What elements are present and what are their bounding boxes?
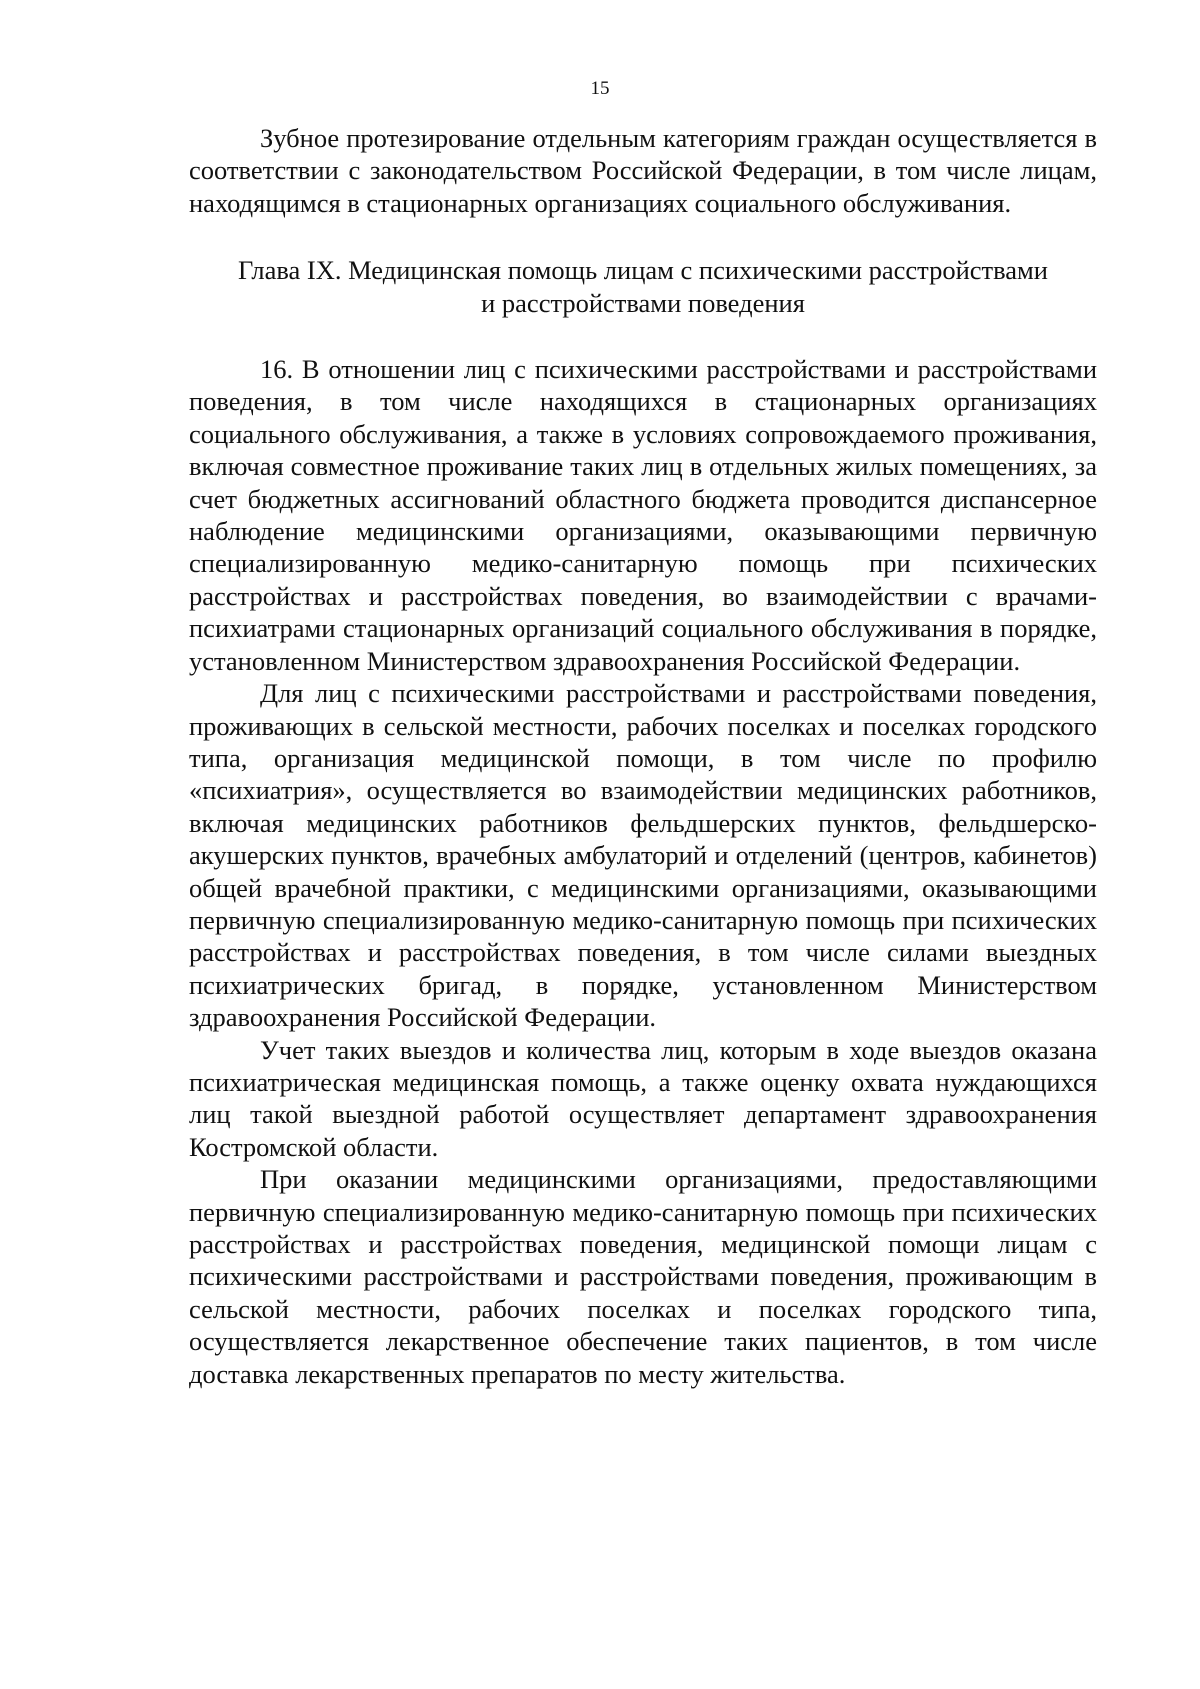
paragraph-rural-care: Для лиц с психическими расстройствами и расстройствами поведения, проживающих в сельской местности, рабочих поселках и поселках городского типа, организация медицинской помощи, в том числе по профилю «психиатрия», осуществляется во взаимодействии медицинских работников, включая медицинских работников фельдшерских пунктов, фельдшерско-акушерских пунктов, врачебных амбулаторий и отделений (центров, кабинетов) общей врачебной практики, с медицинскими организациями, оказывающими первичную специализированную медико-санитарную помощь при психических расстройствах и расстройствах поведения, в том числе силами выездных психиатрических бригад, в порядке, установленном Министерством здравоохранения Российской Федерации. — [189, 678, 1097, 1033]
chapter-heading-line-1: Глава IX. Медицинская помощь лицам с психическими расстройствами — [238, 255, 1048, 286]
document-body — [189, 122, 1097, 1390]
paragraph-dental-prosthetics: Зубное протезирование отдельным категориям граждан осуществляется в соответствии с законодательством Российской Федерации, в том числе лицам, находящимся в стационарных организациях социального обслуживания. — [189, 123, 1097, 218]
paragraph-item-16: 16. В отношении лиц с психическими расстройствами и расстройствами поведения, в том числе находящихся в стационарных организациях социального обслуживания, а также в условиях сопровождаемого проживания, включая совместное проживание таких лиц в отдельных жилых помещениях, за счет бюджетных ассигнований областного бюджета проводится диспансерное наблюдение медицинскими организациями, оказывающими первичную специализированную медико-санитарную помощь при психических расстройствах и расстройствах поведения, во взаимодействии с врачами-психиатрами стационарных организаций социального обслуживания в порядке, установленном Министерством здравоохранения Российской Федерации. — [189, 354, 1097, 676]
page-number: 15 — [590, 78, 610, 99]
chapter-heading-line-2: и расстройствами поведения — [481, 287, 805, 318]
paragraph-drug-supply: При оказании медицинскими организациями, предоставляющими первичную специализированную медико-санитарную помощь при психических расстройствах и расстройствах поведения, медицинской помощи лицам с психическими расстройствами и расстройствами поведения, проживающим в сельской местности, рабочих поселках и поселках городского типа, осуществляется лекарственное обеспечение таких пациентов, в том числе доставка лекарственных препаратов по месту жительства. — [189, 1164, 1097, 1389]
paragraph-visit-accounting: Учет таких выездов и количества лиц, которым в ходе выездов оказана психиатрическая медицинская помощь, а также оценку охвата нуждающихся лиц такой выездной работой осуществляет департамент здравоохранения Костромской области. — [189, 1034, 1097, 1162]
chapter-heading — [189, 254, 1097, 319]
